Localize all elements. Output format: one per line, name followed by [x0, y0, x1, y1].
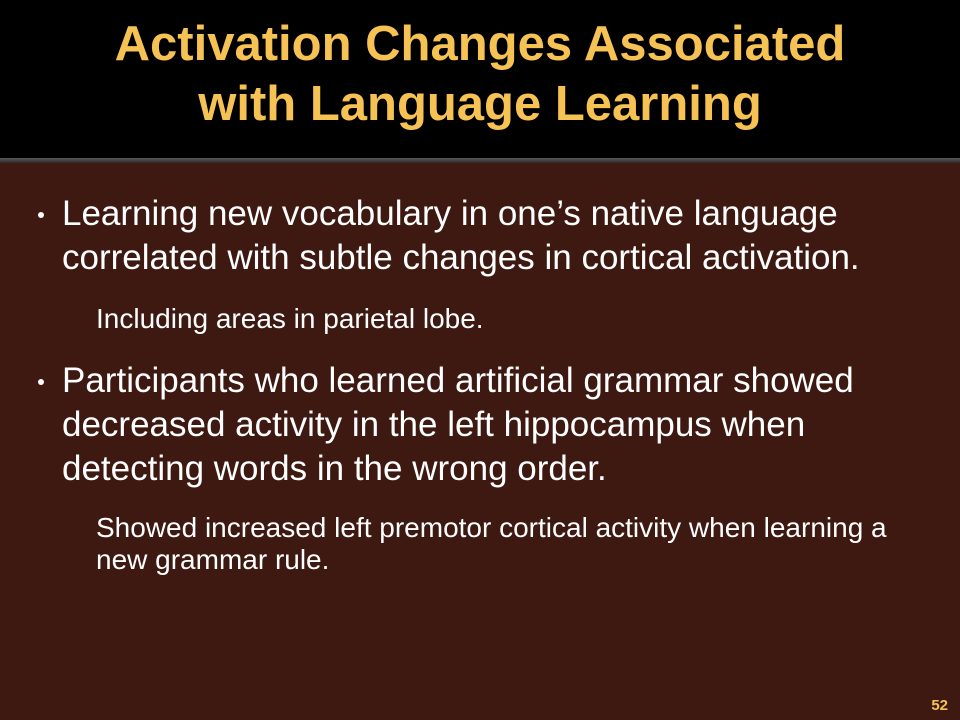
page-number: 52	[931, 697, 948, 714]
bullet-text: Participants who learned artificial grammar showed decreased activity in the left hippocampus when detecting words in the wrong order.	[62, 361, 854, 488]
slide-title	[0, 14, 960, 134]
title-divider	[0, 158, 960, 163]
sub-bullet-text: Showed increased left premotor cortical activity when learning a new grammar rule.	[96, 512, 887, 575]
bullet-item	[62, 359, 922, 491]
bullet-dot-icon	[38, 379, 44, 385]
title-bar	[0, 0, 960, 158]
sub-bullet-text: Including areas in parietal lobe.	[96, 303, 484, 334]
bullet-text: Learning new vocabulary in one’s native language correlated with subtle changes in cortical activation.	[62, 194, 860, 277]
slide-body	[0, 192, 960, 576]
slide-title-line-2: with Language Learning	[198, 77, 762, 131]
bullet-item	[62, 192, 922, 280]
bullet-dot-icon	[38, 212, 44, 218]
slide-title-line-1: Activation Changes Associated	[114, 17, 846, 71]
